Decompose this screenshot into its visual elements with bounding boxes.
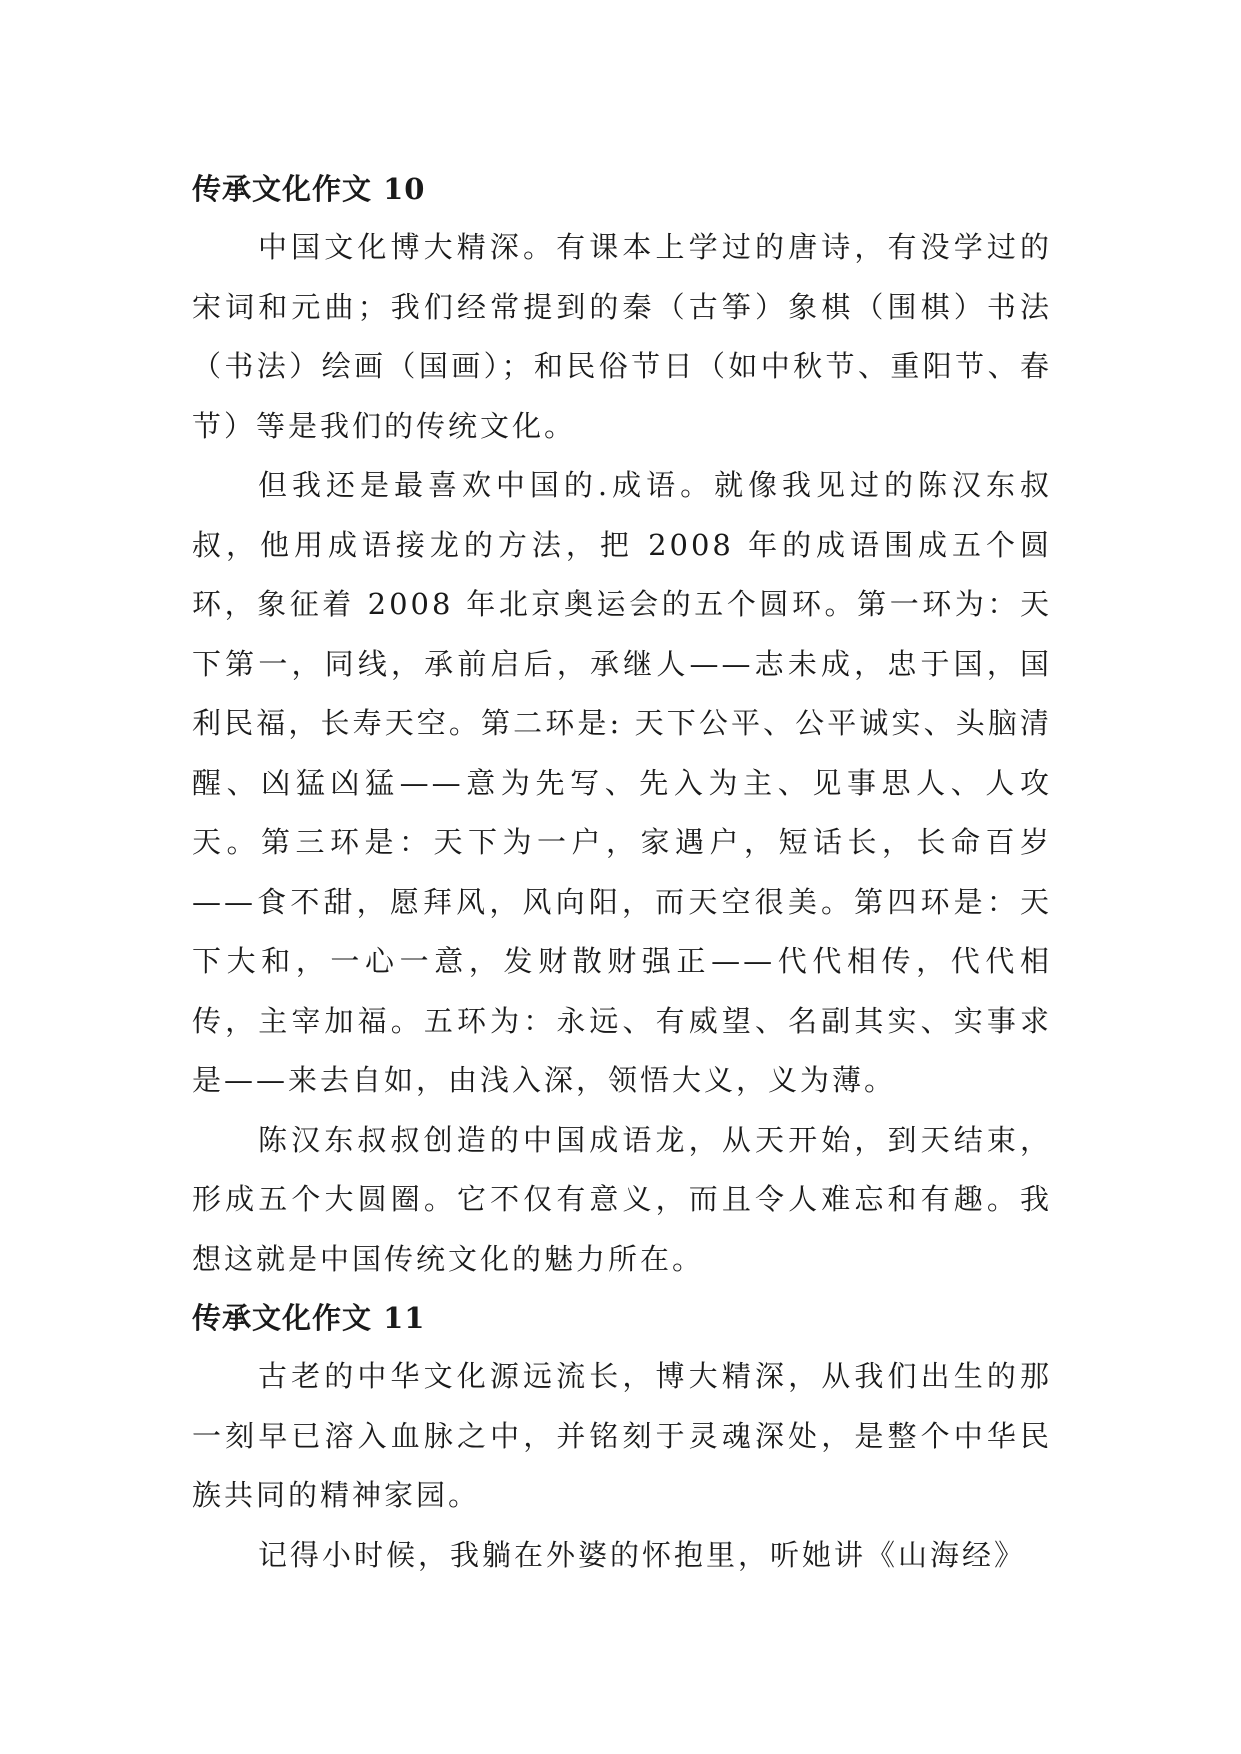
essay-section-11 <box>192 1289 1052 1585</box>
section-heading: 传承文化作文 11 <box>192 1301 426 1335</box>
paragraph: 但我还是最喜欢中国的.成语。就像我见过的陈汉东叔叔，他用成语接龙的方法，把 2008 年的成语围成五个圆环，象征着 2008 年北京奥运会的五个圆环。第一环为：天下第一，同线，承前启后，承继人——志未成，忠于国，国利民福，长寿天空。第二环是: 天下公平、公平诚实、头脑清醒、凶猛凶猛——意为先写、先入为主、见事思人、人攻天。第三环是：天下为一户，家遇户，短话长，长命百岁——食不甜，愿拜风，风向阳，而天空很美。第四环是：天下大和，一心一意，发财散财强正——代代相传，代代相传，主宰加福。五环为：永远、有威望、名副其实、实事求是——来去自如，由浅入深，领悟大义，义为薄。 <box>192 468 1052 1097</box>
paragraph: 陈汉东叔叔创造的中国成语龙，从天开始，到天结束，形成五个大圆圈。它不仅有意义，而且令人难忘和有趣。我想这就是中国传统文化的魅力所在。 <box>192 1122 1052 1276</box>
essay-section-10 <box>192 160 1052 1289</box>
paragraph: 中国文化博大精深。有课本上学过的唐诗，有没学过的宋词和元曲；我们经常提到的秦（古筝）象棋（围棋）书法（书法）绘画（国画）；和民俗节日（如中秋节、重阳节、春节）等是我们的传统文化。 <box>192 230 1052 443</box>
section-heading: 传承文化作文 10 <box>192 172 426 206</box>
document-page <box>192 160 1052 1585</box>
paragraph: 记得小时候，我躺在外婆的怀抱里，听她讲《山海经》 <box>258 1537 1027 1572</box>
paragraph: 古老的中华文化源远流长，博大精深，从我们出生的那一刻早已溶入血脉之中，并铭刻于灵魂深处，是整个中华民族共同的精神家园。 <box>192 1359 1052 1512</box>
